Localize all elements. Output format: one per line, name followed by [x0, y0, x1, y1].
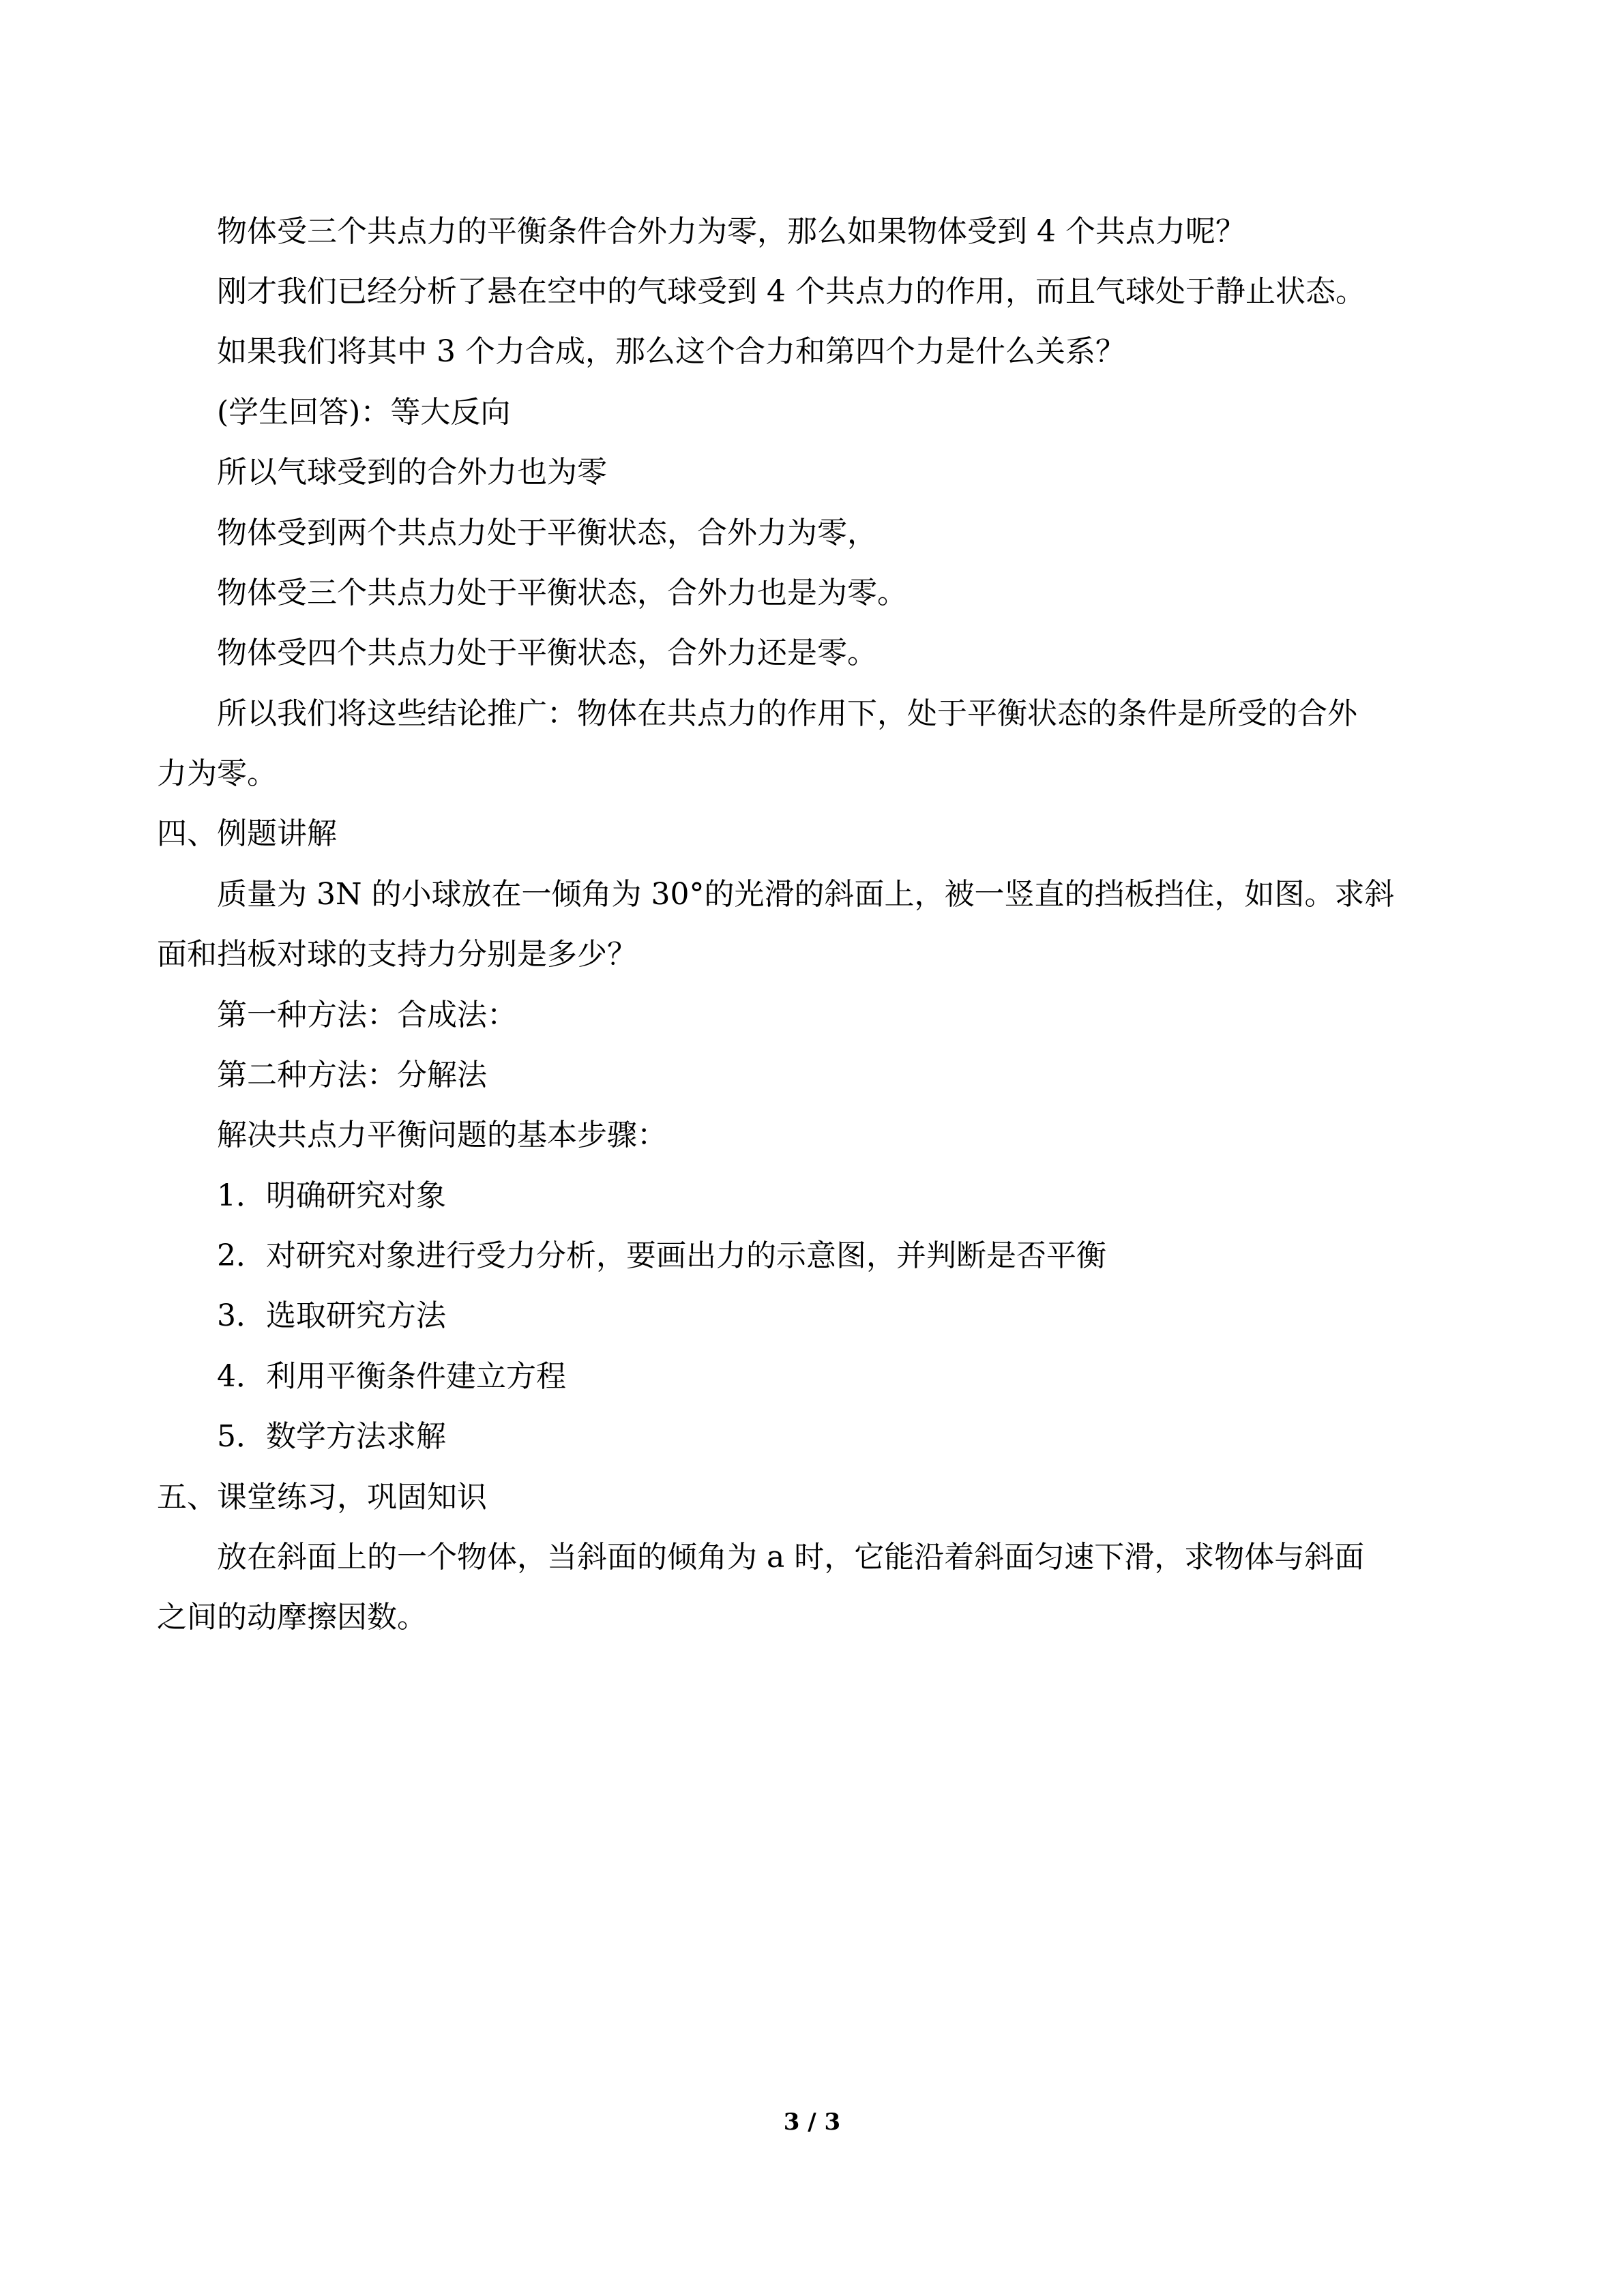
paragraph-2: 刚才我们已经分析了悬在空中的气球受到 4 个共点力的作用，而且气球处于静止状态。 [217, 274, 1365, 309]
paragraph-1: 物体受三个共点力的平衡条件合外力为零，那么如果物体受到 4 个共点力呢？ [217, 214, 1245, 249]
exercise-line-2: 之间的动摩擦因数。 [157, 1600, 427, 1635]
paragraph-9-continued: 力为零。 [157, 756, 277, 791]
step-1: 1．明确研究对象 [217, 1178, 446, 1213]
page-number: 3 / 3 [783, 2108, 841, 2136]
step-4: 4．利用平衡条件建立方程 [217, 1359, 566, 1394]
example-problem-line-1: 质量为 3N 的小球放在一倾角为 30°的光滑的斜面上，被一竖直的挡板挡住，如图。求斜 [217, 877, 1395, 912]
section-5-heading: 五、课堂练习，巩固知识 [157, 1480, 487, 1515]
example-problem-line-2: 面和挡板对球的支持力分别是多少？ [157, 937, 637, 972]
section-4-heading: 四、例题讲解 [157, 816, 337, 851]
paragraph-4: (学生回答)：等大反向 [217, 395, 511, 430]
exercise-line-1: 放在斜面上的一个物体，当斜面的倾角为 a 时，它能沿着斜面匀速下滑，求物体与斜面 [217, 1540, 1365, 1575]
paragraph-3: 如果我们将其中 3 个力合成，那么这个合力和第四个力是什么关系？ [217, 334, 1125, 369]
step-2: 2．对研究对象进行受力分析，要画出力的示意图，并判断是否平衡 [217, 1238, 1106, 1273]
step-3: 3．选取研究方法 [217, 1298, 446, 1333]
paragraph-6: 物体受到两个共点力处于平衡状态，合外力为零， [217, 516, 877, 550]
step-5: 5．数学方法求解 [217, 1419, 446, 1454]
paragraph-7: 物体受三个共点力处于平衡状态，合外力也是为零。 [217, 576, 907, 610]
method-2: 第二种方法：分解法 [217, 1058, 487, 1092]
paragraph-9: 所以我们将这些结论推广：物体在共点力的作用下，处于平衡状态的条件是所受的合外 [217, 696, 1357, 731]
steps-title: 解决共点力平衡问题的基本步骤： [217, 1118, 667, 1152]
method-1: 第一种方法：合成法： [217, 998, 517, 1032]
paragraph-5: 所以气球受到的合外力也为零 [217, 455, 607, 490]
paragraph-8: 物体受四个共点力处于平衡状态，合外力还是零。 [217, 636, 877, 670]
